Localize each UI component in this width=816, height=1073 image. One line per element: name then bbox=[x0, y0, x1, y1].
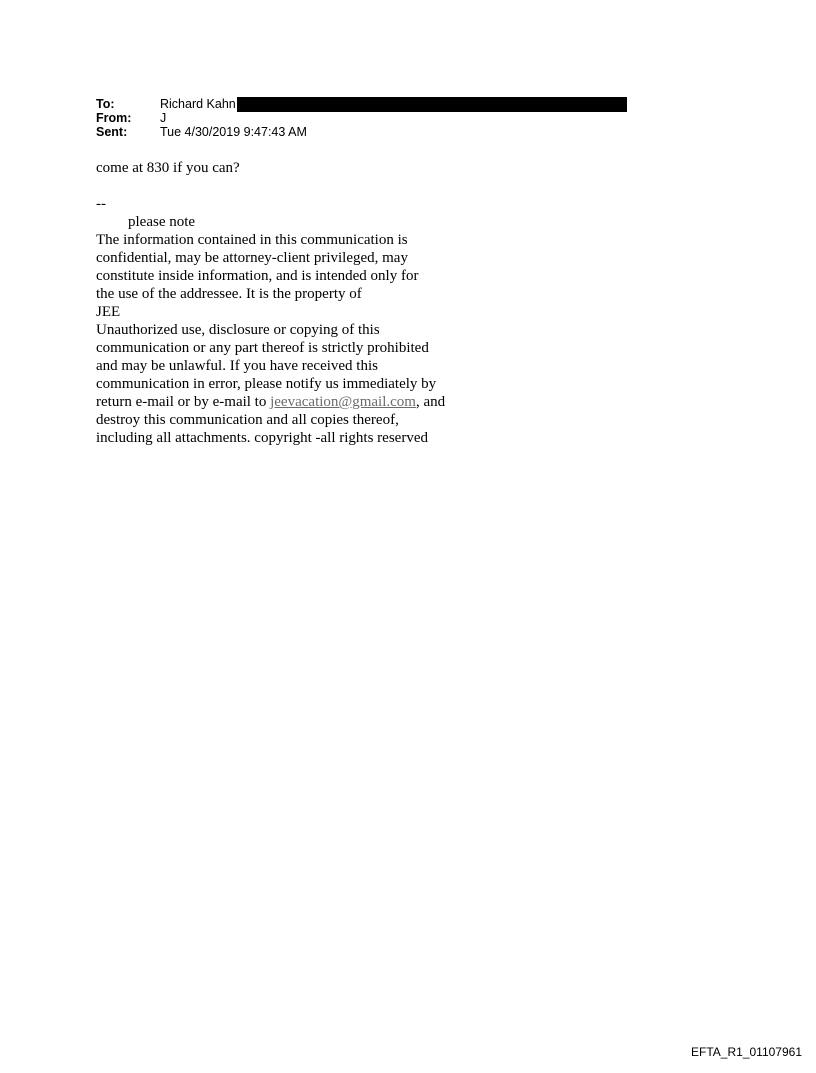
from-row bbox=[96, 111, 627, 125]
disclaimer-line: and may be unlawful. If you have received this bbox=[96, 358, 378, 374]
disclaimer-line: confidential, may be attorney-client privileged, may bbox=[96, 250, 408, 266]
to-row bbox=[96, 97, 627, 111]
disclaimer-line: JEE bbox=[96, 304, 121, 320]
document-id: EFTA_R1_01107961 bbox=[691, 1045, 802, 1059]
sent-value: Tue 4/30/2019 9:47:43 AM bbox=[160, 125, 307, 139]
disclaimer-line: the use of the addressee. It is the property of bbox=[96, 286, 362, 302]
disclaimer-line: including all attachments. copyright -all rights reserved bbox=[96, 430, 428, 446]
disclaimer-line: communication or any part thereof is strictly prohibited bbox=[96, 340, 429, 356]
from-label: From: bbox=[96, 111, 132, 125]
email-body bbox=[96, 159, 496, 447]
disclaimer-line: Unauthorized use, disclosure or copying of this bbox=[96, 322, 380, 338]
email-link[interactable]: jeevacation@gmail.com bbox=[270, 394, 416, 410]
to-value: Richard Kahn bbox=[160, 97, 236, 111]
return-line-prefix: return e-mail or by e-mail to bbox=[96, 394, 271, 410]
please-note: please note bbox=[128, 214, 196, 230]
disclaimer-line: destroy this communication and all copies thereof, bbox=[96, 412, 399, 428]
from-value: J bbox=[160, 111, 167, 125]
sent-row bbox=[96, 125, 627, 139]
return-line-suffix: , and bbox=[415, 394, 446, 410]
disclaimer-return-line bbox=[96, 393, 496, 411]
to-label: To: bbox=[96, 97, 115, 111]
disclaimer-line: constitute inside information, and is intended only for bbox=[96, 268, 419, 284]
sent-label: Sent: bbox=[96, 125, 128, 139]
disclaimer-line: communication in error, please notify us immediately by bbox=[96, 376, 437, 392]
redaction-bar bbox=[237, 97, 627, 112]
email-header bbox=[96, 97, 627, 139]
signature-separator: -- bbox=[96, 196, 106, 212]
disclaimer-line: The information contained in this communication is bbox=[96, 232, 408, 248]
message-text: come at 830 if you can? bbox=[96, 160, 240, 176]
